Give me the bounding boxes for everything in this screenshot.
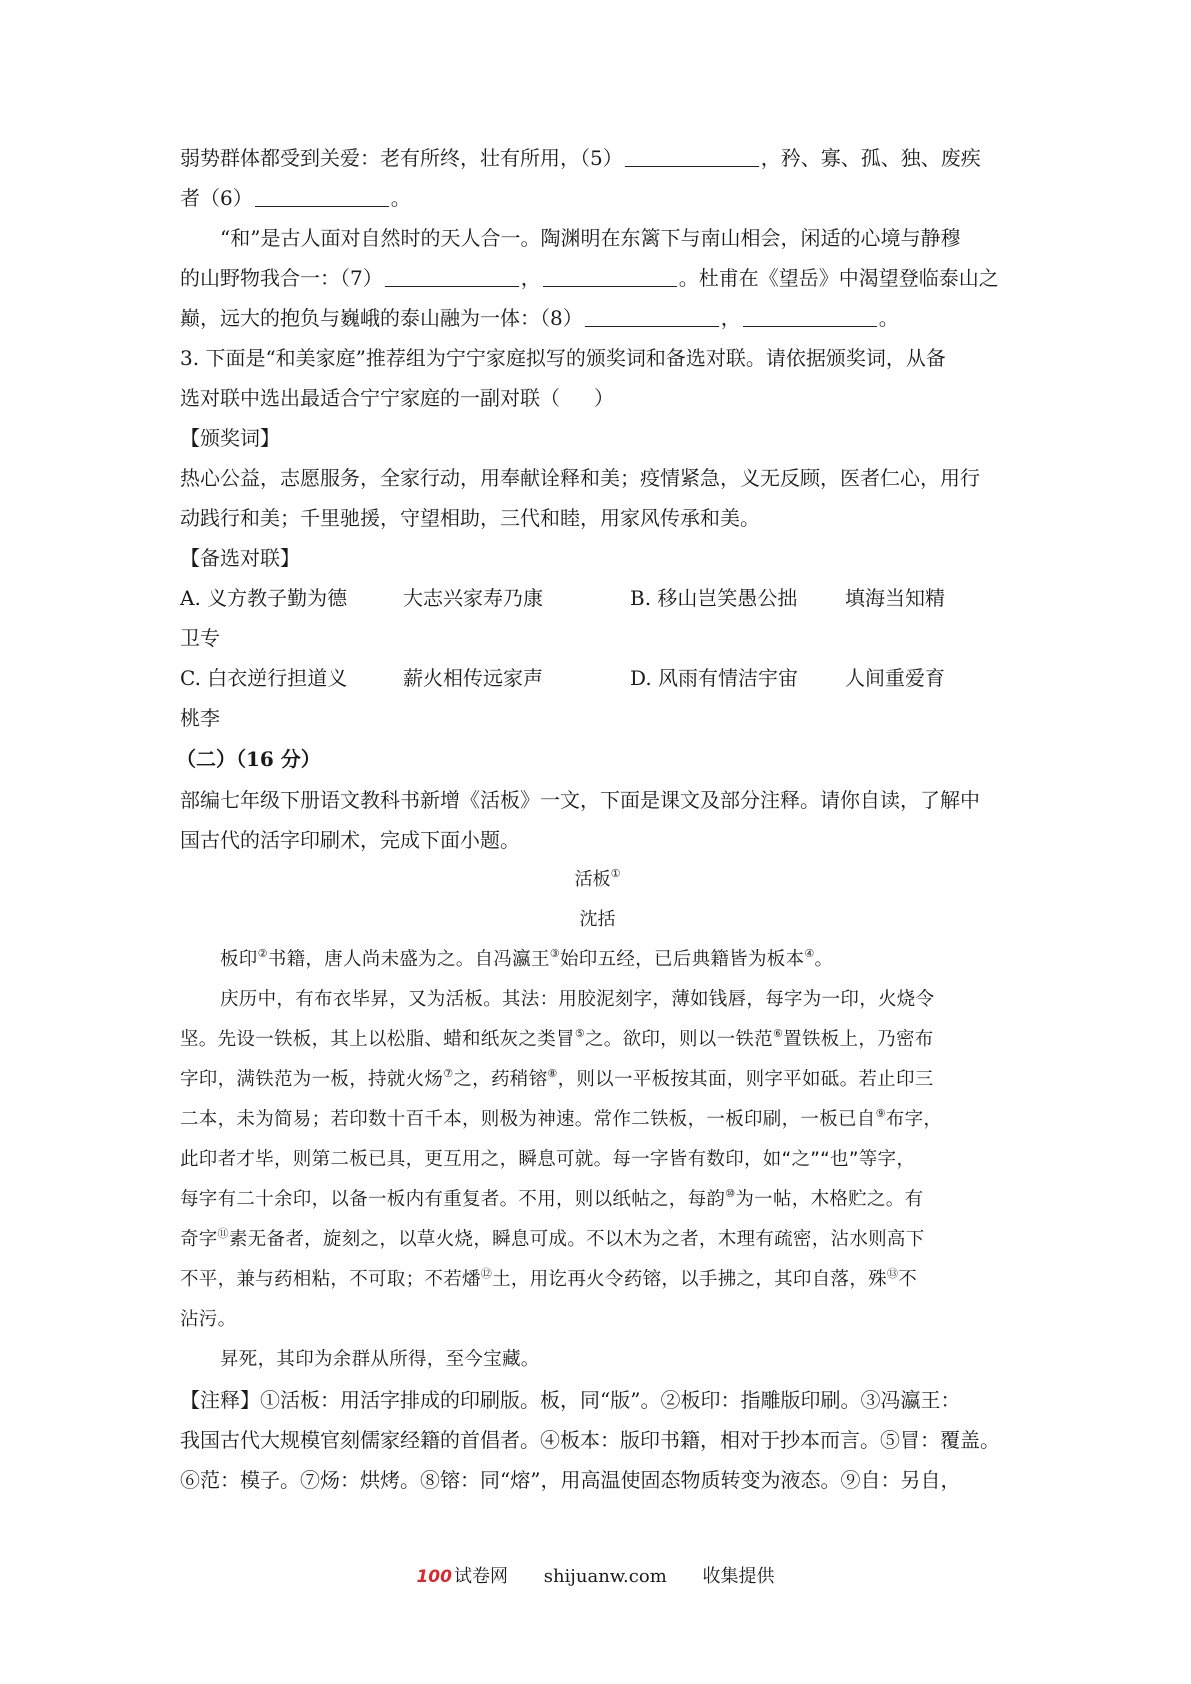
text: 布字，: [885, 1109, 943, 1130]
article-title: [180, 860, 1015, 900]
text: ，矜、寡、孤、独、废疾: [760, 146, 981, 170]
text: ，则以一平板按其面，则字平如砥。若止印三: [557, 1069, 934, 1090]
text: 。: [814, 949, 834, 970]
text: 者（6）: [180, 186, 253, 210]
text-para-3: 昇死，其印为余群从所得，至今宝藏。: [220, 1349, 540, 1370]
option-c-second: 薪火相传远家声: [403, 666, 543, 690]
text: 。杜甫在《望岳》中渴望登临泰山之: [678, 266, 999, 290]
text-para-2-line-6: [180, 1180, 1015, 1220]
option-a-first[interactable]: A. 义方教子勤为德: [180, 586, 348, 610]
text-para-2-line-7: [180, 1220, 1015, 1260]
text: ，: [520, 266, 541, 290]
text-para-2-line-2: [180, 1020, 1015, 1060]
note-marker: ①: [610, 867, 621, 880]
text: 土，用讫再火令药镕，以手拂之，其印自落，殊: [492, 1269, 887, 1290]
text: 巅，远大的抱负与巍峨的泰山融为一体：（8）: [180, 306, 583, 330]
option-row-cd: [180, 658, 1015, 698]
text: 每字有二十余印，以备一板内有重复者。不用，则以纸帖之，每韵: [180, 1189, 726, 1210]
title-text: 活板: [574, 869, 611, 890]
text: 字印，满铁范为一板，持就火炀: [180, 1069, 444, 1090]
text: 素无备者，旋刻之，以草火烧，瞬息可成。不以木为之者，木理有疏密，沾水则高下: [228, 1229, 925, 1250]
intro-line-2: 国古代的活字印刷术，完成下面小题。: [180, 828, 520, 852]
q3-line-1: 3. 下面是“和美家庭”推荐组为宁宁家庭拟写的颁奖词和备选对联。请依据颁奖词，从备: [180, 346, 946, 370]
text-para-2-line-8: [180, 1260, 1015, 1300]
answer-blank-7a[interactable]: [385, 262, 519, 287]
option-b-first[interactable]: B. 移山岂笑愚公拙: [630, 586, 798, 610]
option-d-second: 人间重爱育: [845, 666, 945, 690]
notes-line-3: ⑥范：模子。⑦炀：烘烤。⑧镕：同“熔”，用高温使固态物质转变为液态。⑨自：另自，: [180, 1468, 961, 1492]
award-line-2: 动践行和美；千里驰援，守望相助，三代和睦，用家风传承和美。: [180, 506, 760, 530]
answer-blank-7b[interactable]: [543, 262, 677, 287]
brand-name: 试卷网: [453, 1566, 508, 1587]
note-marker: ⑦: [443, 1067, 454, 1080]
note-marker: ⑫: [480, 1267, 493, 1280]
text-para-2-line-3: [180, 1060, 1015, 1100]
text: 。: [878, 306, 899, 330]
intro-line-1: 部编七年级下册语文教科书新增《活板》一文，下面是课文及部分注释。请你自读，了解中: [180, 788, 980, 812]
note-marker: ⑩: [725, 1187, 736, 1200]
text-para-1: [180, 940, 1015, 980]
page-footer: [0, 1562, 1191, 1588]
article-author: 沈括: [579, 909, 616, 930]
option-d-wrap: 桃李: [180, 706, 220, 730]
text-para-2-line-4: [180, 1100, 1015, 1140]
option-b-wrap: 卫专: [180, 626, 220, 650]
note-marker: ②: [257, 947, 268, 960]
text: 为一帖，木格贮之。有: [735, 1189, 924, 1210]
text: 。: [390, 186, 411, 210]
text: 奇字: [180, 1229, 218, 1250]
note-marker: ③: [549, 947, 560, 960]
para2-line-3: [180, 298, 1015, 338]
poem-line-1: [180, 138, 1015, 178]
q3-line-2: [180, 378, 1015, 418]
text: 弱势群体都受到关爱：老有所终，壮有所用，（5）: [180, 146, 623, 170]
option-row-ab: [180, 578, 1015, 618]
note-marker: ④: [804, 947, 815, 960]
text: 选对联中选出最适合宁宁家庭的一副对联（: [180, 386, 560, 410]
text: ，: [720, 306, 741, 330]
couplet-heading: 【备选对联】: [180, 546, 300, 570]
option-d-first[interactable]: D. 风雨有情洁宇宙: [630, 666, 799, 690]
text: 不: [898, 1269, 918, 1290]
page-content: [176, 138, 1015, 1500]
note-marker: ⑪: [217, 1227, 229, 1240]
notes-line-1: 【注释】①活板：用活字排成的印刷版。板，同“版”。②板印：指雕版印刷。③冯瀛王：: [180, 1388, 961, 1412]
note-marker: ⑬: [886, 1267, 899, 1280]
note-marker: ⑥: [773, 1027, 784, 1040]
note-marker: ⑤: [574, 1027, 585, 1040]
option-c-first[interactable]: C. 白衣逆行担道义: [180, 666, 348, 690]
option-b-second: 填海当知精: [845, 586, 945, 610]
text: 之。欲印，则以一铁范: [584, 1029, 773, 1050]
text: 之，药稍镕: [453, 1069, 548, 1090]
note-marker: ⑨: [875, 1107, 886, 1120]
notes-line-2: 我国古代大规模官刻儒家经籍的首倡者。④板本：版印书籍，相对于抄本而言。⑤冒：覆盖。: [180, 1428, 1000, 1452]
text-para-2-line-1: 庆历中，有布衣毕昇，又为活板。其法：用胶泥刻字，薄如钱唇，每字为一印，火烧令: [220, 989, 935, 1010]
text: ）: [594, 386, 614, 410]
section-heading: （二）（16 分）: [176, 747, 321, 771]
text-para-2-line-9: 沾污。: [180, 1309, 237, 1330]
answer-blank-6[interactable]: [255, 182, 389, 207]
text: 的山野物我合一：（7）: [180, 266, 383, 290]
text: 书籍，唐人尚未盛为之。自冯瀛王: [267, 949, 550, 970]
text: 置铁板上，乃密布: [783, 1029, 934, 1050]
text: 二本，未为简易；若印数十百千本，则极为神速。常作二铁板，一板印刷，一板已自: [180, 1109, 876, 1130]
text: 板印: [220, 949, 258, 970]
option-a-second: 大志兴家寿乃康: [403, 586, 543, 610]
poem-line-2: [180, 178, 1015, 218]
answer-blank-5[interactable]: [625, 142, 759, 167]
answer-blank-8b[interactable]: [743, 302, 877, 327]
text: 坚。先设一铁板，其上以松脂、蜡和纸灰之类冒: [180, 1029, 575, 1050]
footer-note: 收集提供: [702, 1566, 775, 1587]
text: 始印五经，已后典籍皆为板本: [559, 949, 805, 970]
para2-line-2: [180, 258, 1015, 298]
text: 不平，兼与药相粘，不可取；不若燔: [180, 1269, 481, 1290]
site-url[interactable]: shijuanw.com: [543, 1566, 667, 1587]
award-line-1: 热心公益，志愿服务，全家行动，用奉献诠释和美；疫情紧急，义无反顾，医者仁心，用行: [180, 466, 980, 490]
note-marker: ⑧: [547, 1067, 558, 1080]
text-para-2-line-5: 此印者才毕，则第二板已具，更互用之，瞬息可就。每一字皆有数印，如“之”“也”等字，: [180, 1149, 916, 1170]
para2-line-1: “和”是古人面对自然时的天人合一。陶渊明在东篱下与南山相会，闲适的心境与静穆: [220, 226, 961, 250]
answer-blank-8a[interactable]: [585, 302, 719, 327]
award-heading: 【颁奖词】: [180, 426, 280, 450]
site-logo: 100: [416, 1567, 452, 1587]
